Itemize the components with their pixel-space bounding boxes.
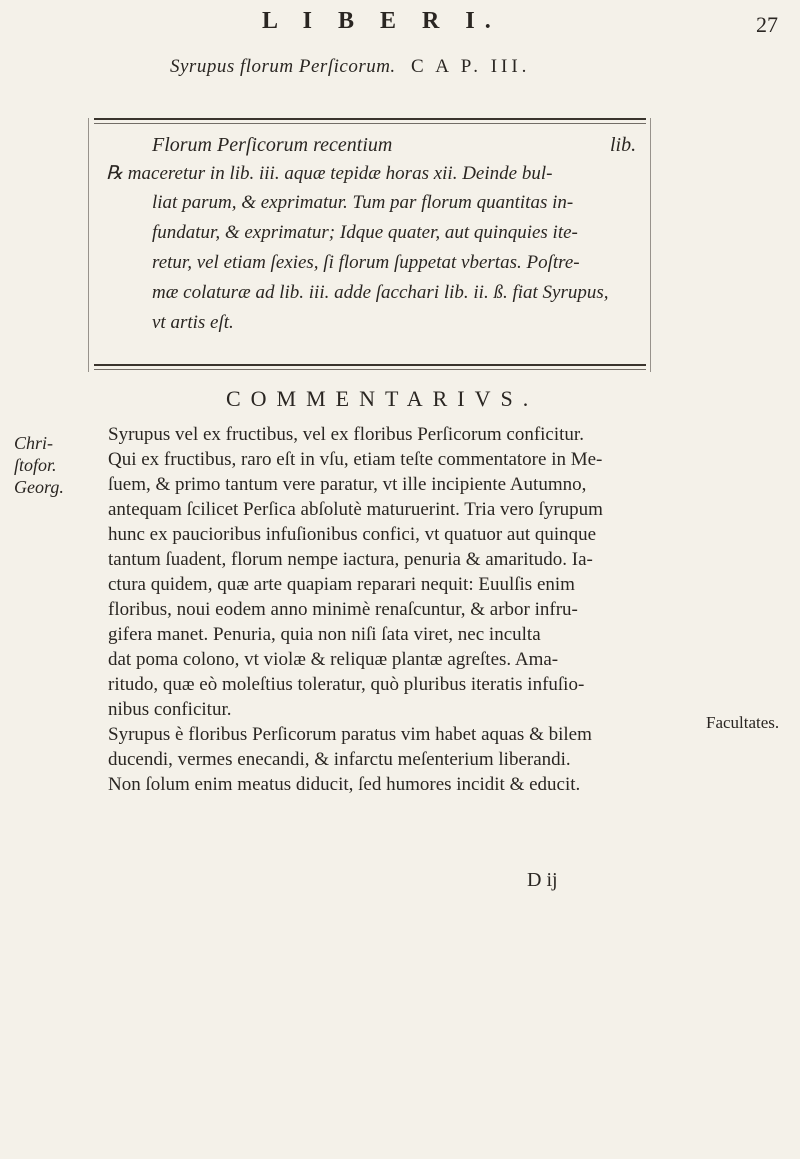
recipe-top-rule-thin	[94, 123, 646, 124]
page-number: 27	[756, 12, 778, 37]
commentary-line: antequam ſcilicet Perſica abſolutè maturuerint. Tria vero ſyrupum	[108, 499, 603, 520]
chapter-number: C A P. III.	[410, 56, 531, 77]
commentary-line: Qui ex fructibus, raro eſt in vſu, etiam teſte commentatore in Me-	[108, 449, 603, 470]
commentary-line: Syrupus è floribus Perſicorum paratus vim habet aquas & bilem	[108, 724, 592, 745]
commentary-heading: COMMENTARIVS.	[226, 386, 539, 411]
marginal-note-facultates: Facultates.	[706, 713, 780, 732]
recipe-line: mæ colaturæ ad lib. iii. adde ſacchari lib. ii. ß. fiat Syrupus,	[152, 282, 609, 303]
recipe-top-rule	[94, 118, 646, 120]
recipe-unit: lib.	[610, 134, 637, 156]
recipe-box	[88, 118, 658, 378]
commentary-line: ritudo, quæ eò moleſtius toleratur, quò pluribus iteratis infuſio-	[108, 674, 585, 695]
commentary-line: tantum ſuadent, florum nempe iactura, penuria & amaritudo. Ia-	[108, 549, 593, 570]
marginal-line: Chri-	[14, 433, 54, 453]
recipe-left-rule	[88, 118, 89, 372]
commentary-line: Non ſolum enim meatus diducit, ſed humores incidit & educit.	[108, 774, 581, 795]
recipe-line: retur, vel etiam ſexies, ſi florum ſuppetat vbertas. Poſtre-	[152, 252, 580, 273]
recipe-bottom-rule-thin	[94, 369, 646, 370]
commentary-line: ctura quidem, quæ arte quapiam reparari nequit: Euulſis enim	[108, 574, 575, 595]
book-title: L I B E R I.	[262, 8, 501, 34]
recipe-right-rule	[650, 118, 651, 372]
running-head	[0, 8, 800, 38]
marginal-note-author	[14, 432, 74, 498]
chapter-title: Syrupus florum Perſicorum.	[170, 56, 396, 77]
commentary-line: dat poma colono, vt violæ & reliquæ plantæ agreſtes. Ama-	[108, 649, 559, 670]
marginal-line: ſtofor.	[14, 455, 57, 475]
chapter-heading	[170, 56, 530, 78]
commentary-line: ducendi, vermes enecandi, & infarctu meſenterium liberandi.	[108, 749, 571, 770]
commentary-line: Syrupus vel ex fructibus, vel ex floribus Perſicorum conficitur.	[108, 424, 584, 445]
marginal-line: Georg.	[14, 477, 64, 497]
recipe-title: Florum Perſicorum recentium	[152, 134, 393, 156]
recipe-line: liat parum, & exprimatur. Tum par florum quantitas in-	[152, 192, 574, 213]
commentary-line: nibus conficitur.	[108, 699, 232, 720]
commentary-line: hunc ex paucioribus infuſionibus confici, vt quatuor aut quinque	[108, 524, 597, 545]
recipe-line: vt artis eſt.	[152, 312, 234, 333]
recipe-line: ℞ maceretur in lib. iii. aquæ tepidæ horas xii. Deinde bul-	[106, 163, 553, 184]
commentary-line: ſuem, & primo tantum vere paratur, vt ille incipiente Autumno,	[108, 474, 587, 495]
commentary-line: gifera manet. Penuria, quia non niſi ſata viret, nec inculta	[108, 624, 541, 645]
signature-mark: D ij	[527, 869, 558, 891]
recipe-line: fundatur, & exprimatur; Idque quater, aut quinquies ite-	[152, 222, 578, 243]
recipe-bottom-rule	[94, 364, 646, 366]
commentary-line: floribus, noui eodem anno minimè renaſcuntur, & arbor infru-	[108, 599, 578, 620]
